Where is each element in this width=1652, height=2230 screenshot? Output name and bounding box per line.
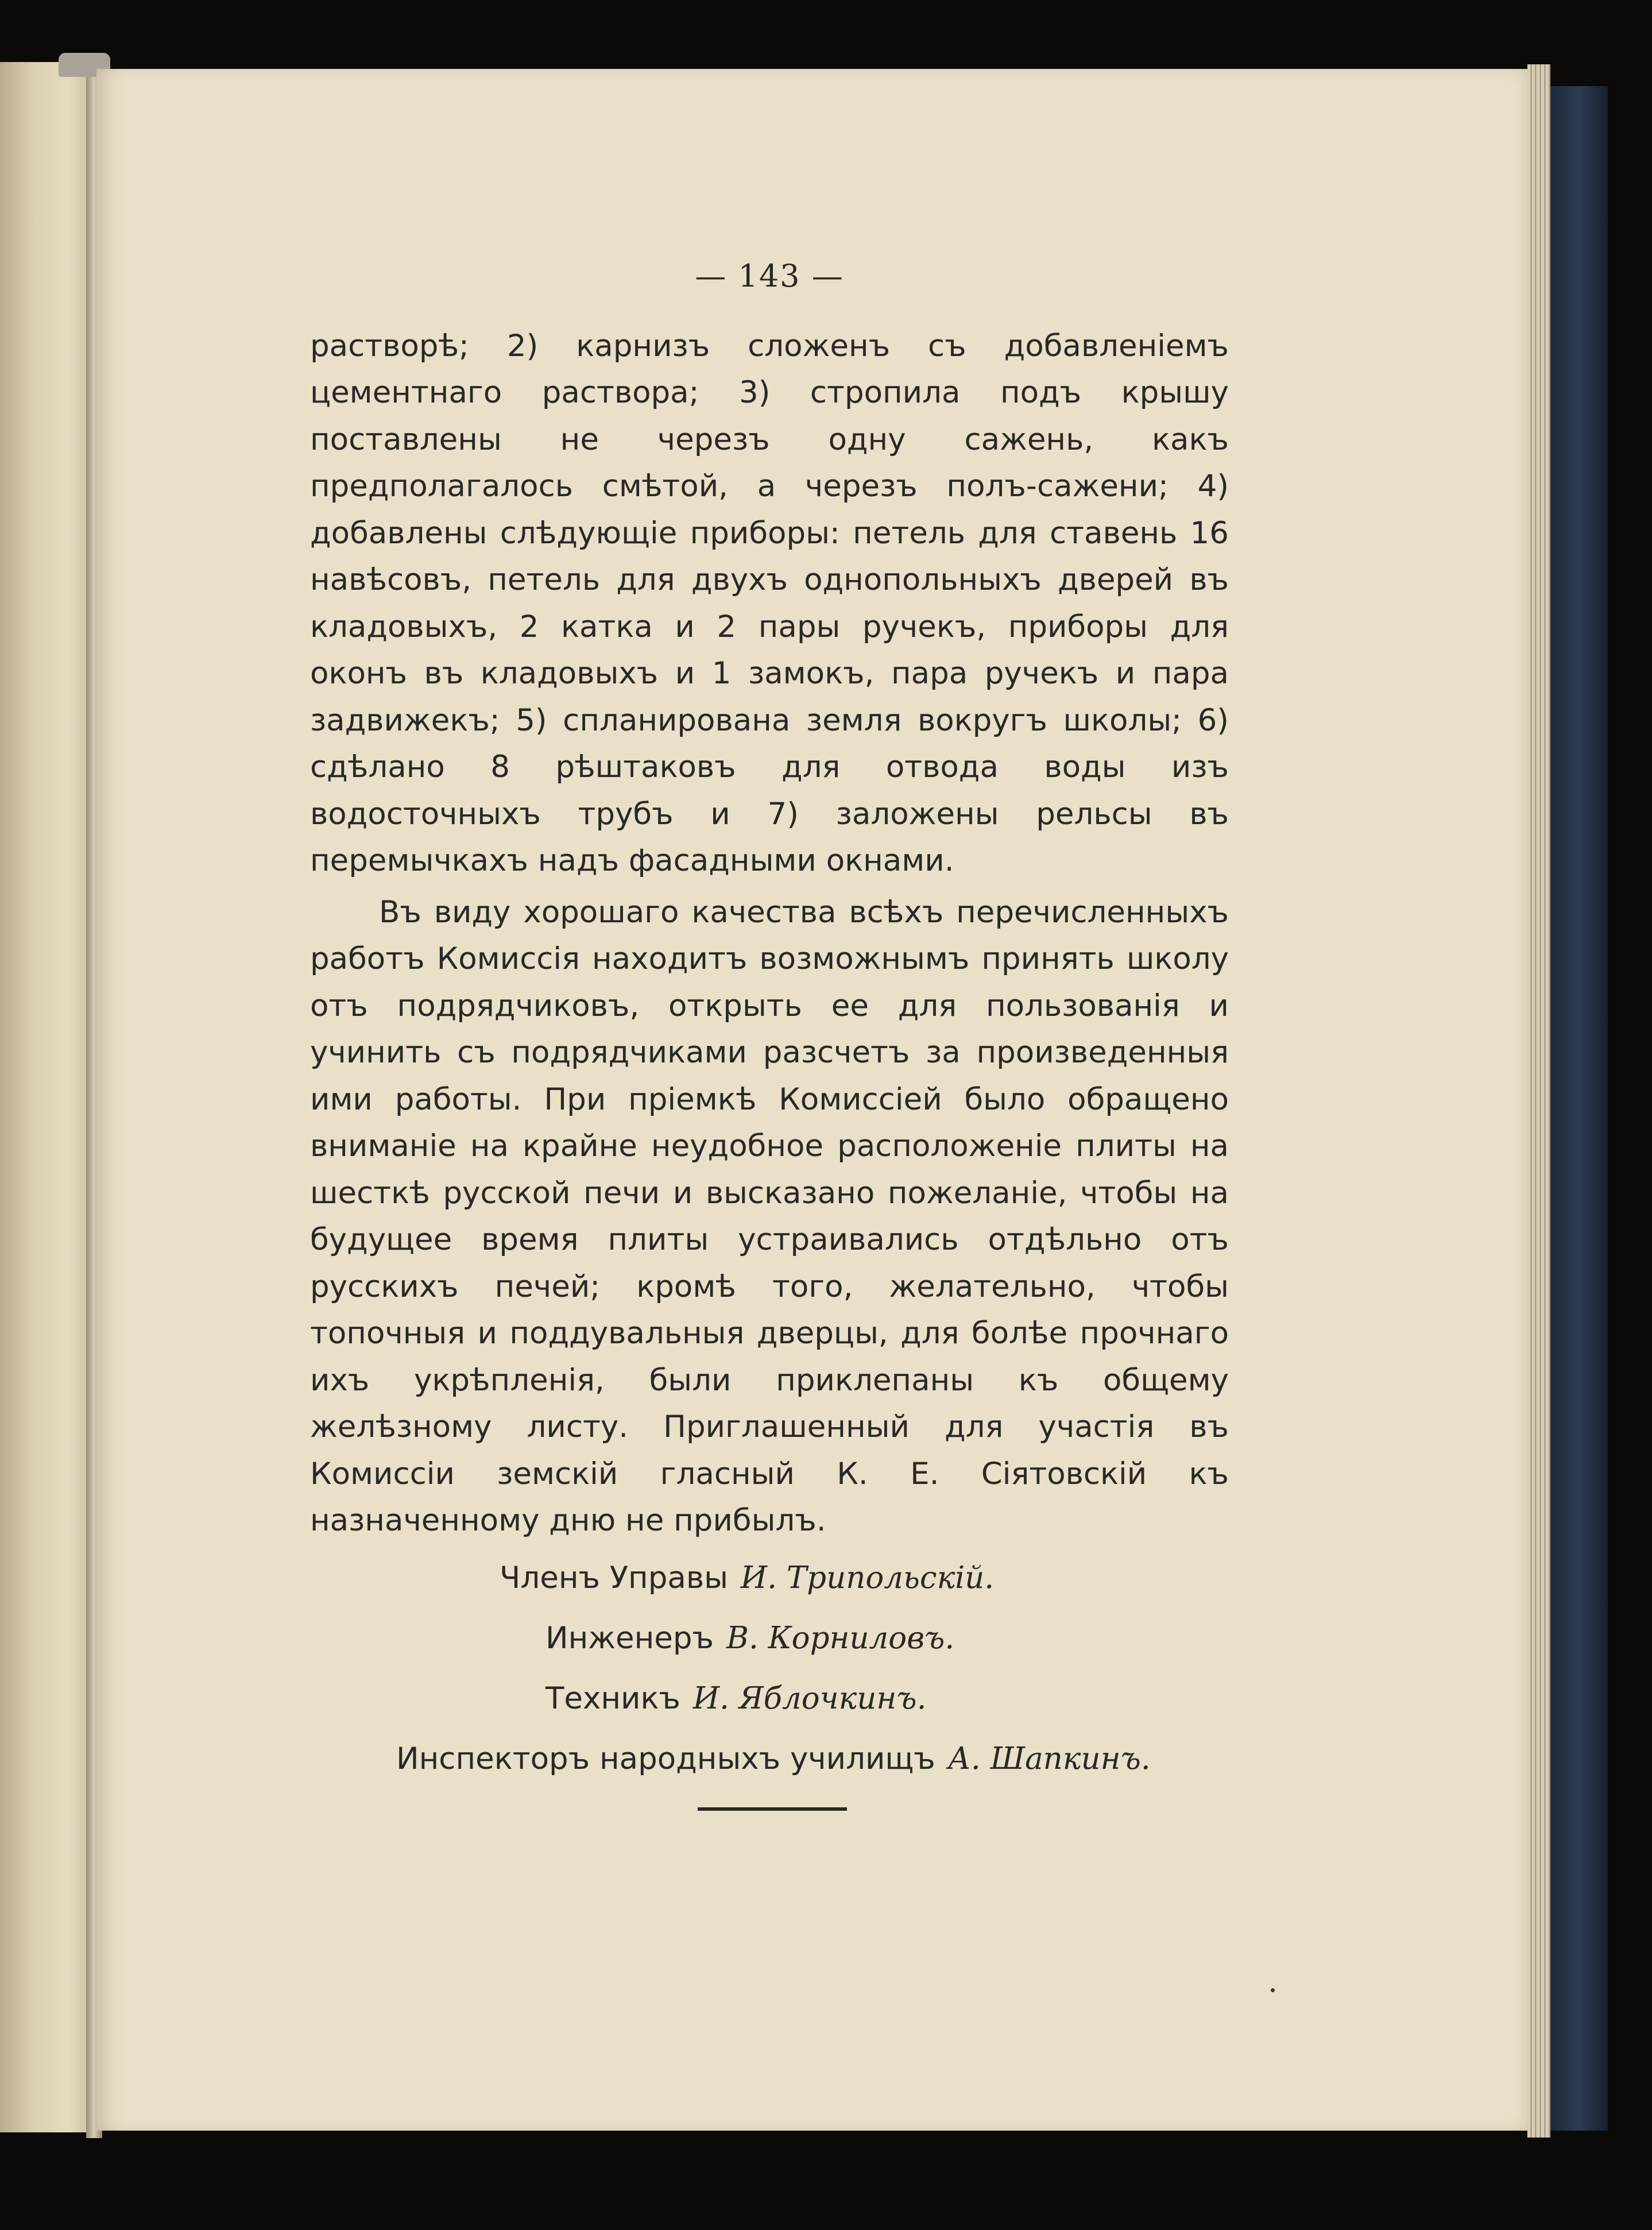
signature-role: Членъ Управы [500,1560,728,1595]
signature-block [310,1548,1229,1789]
page-number: — 143 — [695,258,844,294]
signature-role: Техникъ [545,1680,680,1716]
end-rule [698,1807,847,1811]
signature-role: Инженеръ [545,1620,714,1656]
paragraph-1: растворѣ; 2) карнизъ сложенъ съ добавленіемъ цементнаго раствора; 3) стропила подъ крышу поставлены не черезъ одну сажень, какъ предполагалось смѣтой, а черезъ полъ-сажени; 4) добавлены слѣдующіе приборы: петель для ставень 16 навѣсовъ, петель для двухъ однопольныхъ дверей въ кладовыхъ, 2 катка и 2 пары ручекъ, приборы для оконъ въ кладовыхъ и 1 замокъ, пара ручекъ и пара задвижекъ; 5) спланирована земля вокругъ школы; 6) сдѣлано 8 рѣштаковъ для отвода воды изъ водосточныхъ трубъ и 7) заложены рельсы въ перемычкахъ надъ фасадными окнами. [310,328,1229,878]
signature-engineer [310,1608,1229,1668]
paragraph-2: Въ виду хорошаго качества всѣхъ перечисленныхъ работъ Комиссія находитъ возможнымъ принять школу отъ подрядчиковъ, открыть ее для пользованія и учинить съ подрядчиками разсчетъ за произведенныя ими работы. При пріемкѣ Комиссіей было обращено вниманіе на крайне неудобное расположеніе плиты на шесткѣ русской печи и высказано пожеланіе, чтобы на будущее время плиты устраивались отдѣльно отъ русскихъ печей; кромѣ того, желательно, чтобы топочныя и поддувальныя дверцы, для болѣе прочнаго ихъ укрѣпленія, были приклепаны къ общему желѣзному листу. Приглашенный для участія въ Комиссіи земскій гласный К. Е. Сіятовскій къ назначенному дню не прибылъ. [310,894,1229,1538]
previous-page-edge [0,62,98,2132]
signature-name: И. Яблочкинъ. [692,1680,927,1716]
signature-name: И. Трипольскій. [740,1560,995,1595]
page-edges [1527,64,1550,2138]
book-cover [1550,86,1608,2131]
print-speck [1271,1988,1275,1992]
signature-name: А. Шапкинъ. [947,1741,1151,1776]
signature-role: Инспекторъ народныхъ училищъ [396,1741,935,1776]
signature-member [310,1548,1229,1608]
signature-name: В. Корниловъ. [726,1620,955,1656]
signature-technician [310,1668,1229,1729]
page-content [310,253,1229,1811]
signature-inspector [310,1729,1229,1789]
